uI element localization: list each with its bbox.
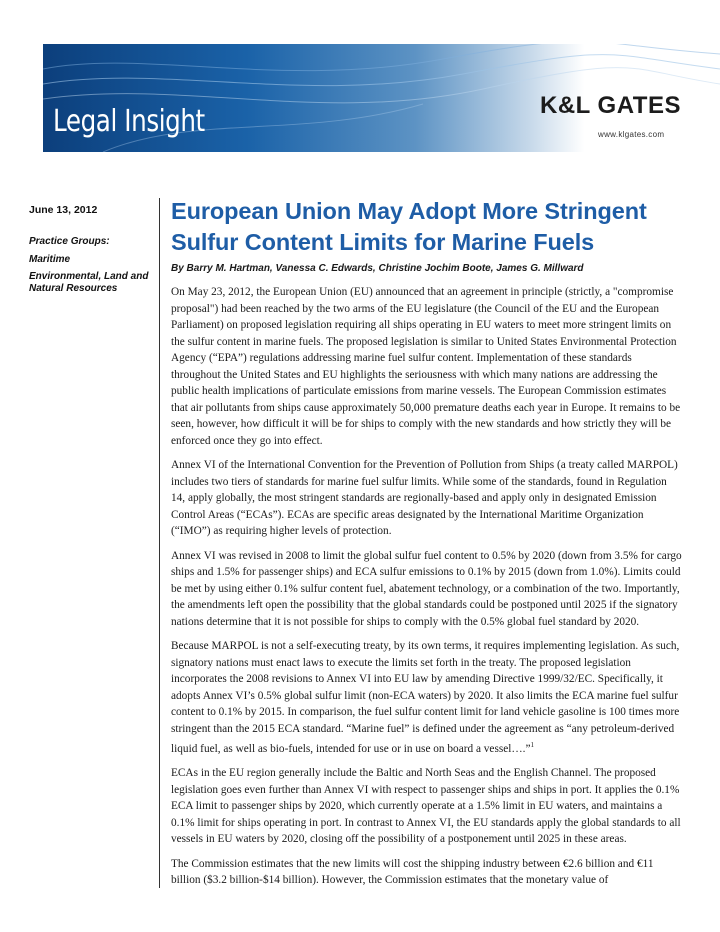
- footnote-marker[interactable]: 1: [530, 741, 535, 749]
- practice-group-item: Environmental, Land and Natural Resources: [29, 270, 149, 294]
- paragraph: Annex VI of the International Convention for the Prevention of Pollution from Ships (a treaty called MARPOL) includes two tiers of standards for marine fuel sulfur limits. While some of the standards, found in Regulation 14, apply globally, the most stringent standards are regionally-based and apply only in designated Emission Control Areas (“ECAs”). ECAs are specific areas designated by the International Maritime Organization (“IMO”) as requiring higher levels of protection.: [171, 459, 678, 537]
- vertical-divider: [159, 198, 160, 888]
- header-banner: [43, 44, 720, 152]
- sidebar: [29, 204, 151, 295]
- paragraph: The Commission estimates that the new limits will cost the shipping industry between €2.6 billion and €11 billion ($3.2 billion-$14 billion). However, the Commission estimates that the monetary value of: [171, 857, 654, 887]
- practice-group-item: Maritime: [29, 253, 71, 265]
- publication-date: June 13, 2012: [29, 204, 98, 216]
- paragraph: Annex VI was revised in 2008 to limit the global sulfur fuel content to 0.5% by 2020 (down from 3.5% for cargo ships and 1.5% for passenger ships) and ECA sulfur emissions to 0.1% by 2015 (down from 1.0%). Limits could be met by using either 0.1% sulfur content fuel, abatement technology, or a combination of the two. Importantly, the amendments left open the possibility that the global standards could be postponed until 2025 if the signatory nations determine that it is not possible for ships to comply with the 0.5% global fuel standard by 2020.: [171, 549, 682, 628]
- article-title: European Union May Adopt More Stringent Sulfur Content Limits for Marine Fuels: [171, 198, 647, 255]
- firm-url: www.klgates.com: [598, 130, 665, 139]
- paragraph-with-footnote: [171, 638, 683, 757]
- paragraph: On May 23, 2012, the European Union (EU) announced that an agreement in principle (strictly, a "compromise proposal") had been reached by the two arms of the EU legislature (the Council of the EU and the European Parliament) on proposed legislation requiring all ships operating in EU waters to meet more stringent limits on the sulfur content in marine fuels. The proposed legislation is similar to United States Environmental Protection Agency (“EPA”) regulations addressing marine fuel sulfur content. Implementation of these standards throughout the United States and EU highlights the seriousness with which many nations are addressing the public health implications of particulate emissions from marine vessels. The European Commission estimates that air pollutants from ships cause approximately 50,000 premature deaths each year in Europe. It remains to be seen, however, how difficult it will be for ships to comply with the new standards and how strictly they will be enforced once they go into effect.: [171, 286, 681, 447]
- article-byline: By Barry M. Hartman, Vanessa C. Edwards, Christine Jochim Boote, James G. Millward: [171, 263, 584, 274]
- article-body: [171, 196, 683, 897]
- firm-logo: K&L GATES: [540, 92, 681, 119]
- practice-groups-label: Practice Groups:: [29, 236, 110, 247]
- publication-title: Legal Insight: [53, 104, 205, 139]
- paragraph: ECAs in the EU region generally include the Baltic and North Seas and the English Channel. The proposed legislation goes even further than Annex VI with respect to passenger ships and ships in port. It applies the 0.1% ECA limit to passenger ships by 2020, which currently operate at a 1.5% limit in EU waters, and maintains a 0.1% limit for ships operating in port. In contrast to Annex VI, the EU standards apply the global standards to all vessels in EU waters by 2020, closing off the possibility of a postponement until 2025 in these areas.: [171, 767, 681, 846]
- paragraph-text: Because MARPOL is not a self-executing treaty, by its own terms, it requires implementing legislation. As such, signatory nations must enact laws to execute the limits set forth in the treaty. The proposed legislation incorporates the 2008 revisions to Annex VI into EU law by amending Directive 1999/32/EC. Specifically, it adopts Annex VI’s 0.5% global sulfur limit (non-ECA waters) by 2020. It also limits the ECA marine fuel sulfur content to 0.1% by 2015. In comparison, the fuel sulfur content limit for land vehicle gasoline is 100 times more stringent than the 2015 ECA standard. “Marine fuel” is defined under the agreement as “any petroleum-derived liquid fuel, as well as bio-fuels, intended for use or in use on board a vessel….”: [171, 640, 680, 755]
